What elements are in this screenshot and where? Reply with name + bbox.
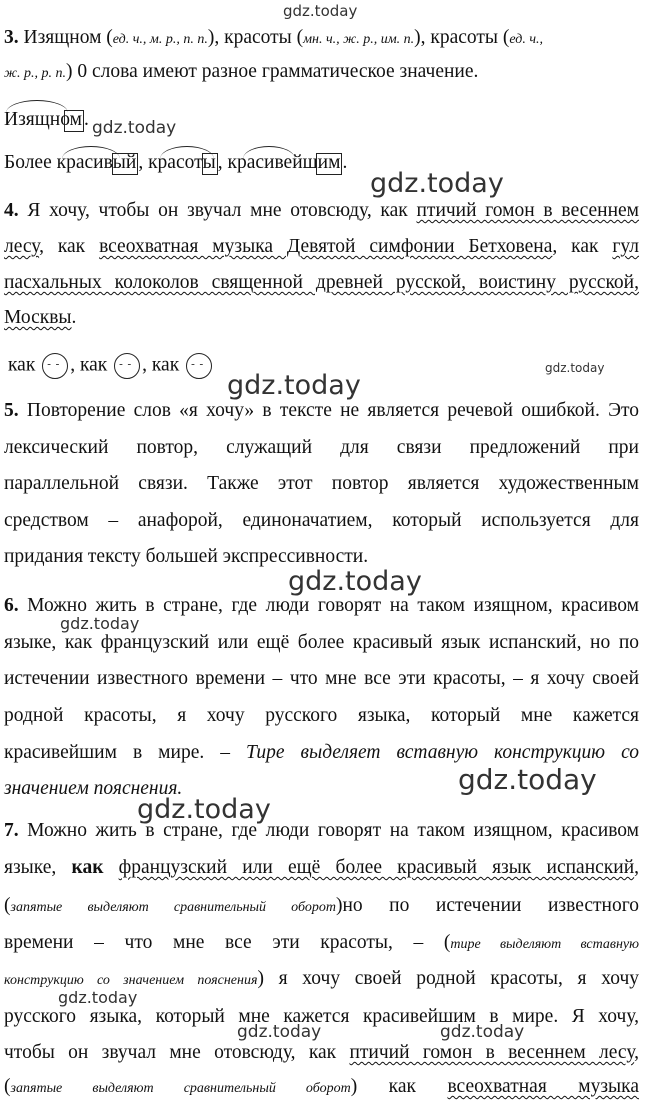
ending-box [64, 110, 84, 132]
parsed-word-krasivyy: красивый [56, 152, 137, 173]
task5-number: 5. [4, 400, 19, 421]
watermark: gdz.today [370, 168, 504, 199]
task4-scheme: как - -, как - -, как - - [8, 353, 639, 379]
task7-line3: (запятые выделяют сравнительный оборот)но по истечении известного [4, 895, 639, 916]
watermark: gdz.today [458, 763, 597, 796]
task6-line4: родной красоты, я хочу русского языка, который мне кажется [4, 705, 639, 726]
watermark: gdz.today [283, 2, 358, 20]
task7-line7: чтобы он звучал мне отовсюду, как птичий гомон в весеннем лесу, [4, 1042, 639, 1063]
task6-line2: языке, как французский или ещё более красивый язык испанский, но по [4, 632, 639, 653]
parsed-word-izyashchnom: Изящном [4, 109, 82, 130]
task3-line2: ж. р., р. п.) 0 слова имеют разное грамматическое значение. [4, 61, 479, 82]
task3-parse2: Более красивый , красоты , красивейшим . [4, 152, 348, 173]
comparative-phrase-circle [114, 353, 140, 379]
task3-parse1: Изящном . [4, 109, 89, 130]
task7-line4: времени – что мне все эти красоты, – (тире выделяют вставную [4, 932, 640, 953]
task6-line1: 6. Можно жить в стране, где люди говорят на таком изящном, красивом [4, 595, 639, 616]
watermark: gdz.today [237, 1022, 322, 1042]
watermark: gdz.today [58, 988, 138, 1007]
task7-line5: конструкцию со значением пояснения) я хочу своей родной красоты, я хочу [4, 968, 639, 989]
watermark: gdz.today [545, 361, 605, 375]
parsed-word-krasoty: красоты [148, 152, 216, 173]
parsed-word-krasiveyshim: красивейшим [227, 152, 341, 173]
task5-line1: 5. Повторение слов «я хочу» в тексте не является речевой ошибкой. Это [4, 400, 639, 421]
task4-line4: Москвы. [4, 307, 77, 328]
task3-number: 3. [4, 27, 19, 48]
task3-line1: 3. Изящном (ед. ч., м. р., п. п.), красоты (мн. ч., ж. р., им. п.), красоты (ед. ч., [4, 27, 544, 48]
comparative-phrase-circle [186, 353, 212, 379]
task6-number: 6. [4, 595, 19, 616]
task4-line3: пасхальных колоколов священной древней русской, воистину русской, [4, 272, 639, 293]
watermark: gdz.today [227, 370, 361, 401]
task4-line2: лесу, как всеохватная музыка Девятой симфонии Бетховена, как гул [4, 236, 639, 257]
task7-line8: (запятые выделяют сравнительный оборот) как всеохватная музыка [4, 1076, 639, 1097]
comparative-phrase-circle [42, 353, 68, 379]
watermark: gdz.today [60, 614, 140, 633]
watermark: gdz.today [288, 566, 422, 597]
task5-line2: лексический повтор, служащий для связи предложений при [4, 437, 639, 458]
task7-line1: 7. Можно жить в стране, где люди говорят на таком изящном, красивом [4, 820, 639, 841]
task7-line6: русского языка, который мне кажется красивейшим в мире. Я хочу, [4, 1006, 639, 1027]
task6-line6: значением пояснения. [4, 778, 183, 799]
task5-line3: параллельной связи. Также этот повтор является художественным [4, 473, 639, 494]
ending-box [316, 153, 342, 175]
watermark: gdz.today [440, 1022, 525, 1042]
task6-line3: истечении известного времени – что мне все эти красоты, – я хочу своей [4, 668, 639, 689]
task7-number: 7. [4, 820, 19, 841]
task5-line5: придания тексту большей экспрессивности. [4, 546, 369, 567]
watermark: gdz.today [92, 118, 177, 138]
task4-number: 4. [4, 200, 19, 221]
ending-box [112, 153, 138, 175]
task6-line5: красивейшим в мире. – Тире выделяет вставную конструкцию со [4, 742, 639, 763]
task5-line4: средством – анафорой, единоначатием, который используется для [4, 510, 639, 531]
ending-box [202, 153, 218, 175]
watermark: gdz.today [137, 794, 271, 825]
task4-line1: 4. Я хочу, чтобы он звучал мне отовсюду, как птичий гомон в весеннем [4, 200, 640, 221]
task7-line2: языке, как французский или ещё более красивый язык испанский, [4, 857, 640, 878]
